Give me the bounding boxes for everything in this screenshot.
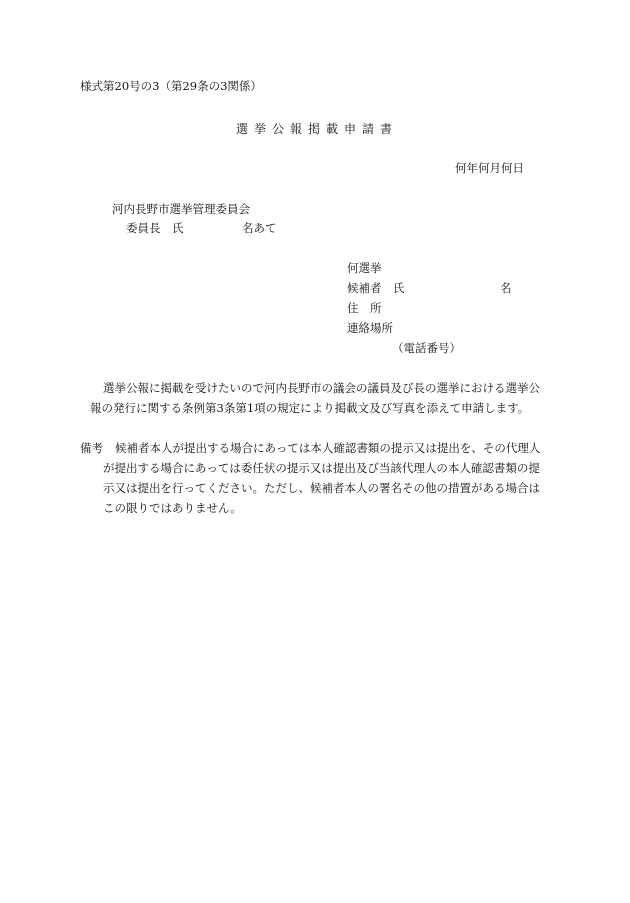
applicant-candidate-prefix: 候補者 氏 (347, 281, 405, 295)
body-line-1: 選挙公報に掲載を受けたいので河内長野市の議会の議員及び長の選挙における選挙公 (103, 381, 540, 395)
remarks-line-2: が提出する場合にあっては委任状の提示又は提出及び当該代理人の本人確認書類の提 (103, 461, 540, 475)
form-number: 様式第20号の3（第29条の3関係） (80, 79, 262, 93)
document-title: 選挙公報掲載申請書 (236, 122, 399, 136)
application-date: 何年何月何日 (455, 161, 524, 175)
applicant-address: 住 所 (347, 301, 382, 315)
applicant-contact: 連絡場所 (347, 321, 393, 335)
applicant-phone: （電話番号） (392, 341, 461, 355)
recipient-committee: 河内長野市選挙管理委員会 (112, 202, 250, 216)
applicant-election: 何選挙 (347, 261, 382, 275)
recipient-chair-suffix: 名あて (242, 221, 277, 235)
body-line-2: 報の発行に関する条例第3条第1項の規定により掲載文及び写真を添えて申請します。 (90, 401, 530, 415)
applicant-candidate-suffix: 名 (500, 281, 512, 295)
remarks-line-3: 示又は提出を行ってください。ただし、候補者本人の署名その他の措置がある場合は (103, 481, 540, 495)
remarks-line-1: 候補者本人が提出する場合にあっては本人確認書類の提示又は提出を、その代理人 (115, 441, 541, 455)
remarks-label: 備考 (80, 441, 103, 455)
recipient-chair-prefix: 委員長 氏 (126, 221, 184, 235)
remarks-line-4: この限りではありません。 (103, 501, 242, 515)
